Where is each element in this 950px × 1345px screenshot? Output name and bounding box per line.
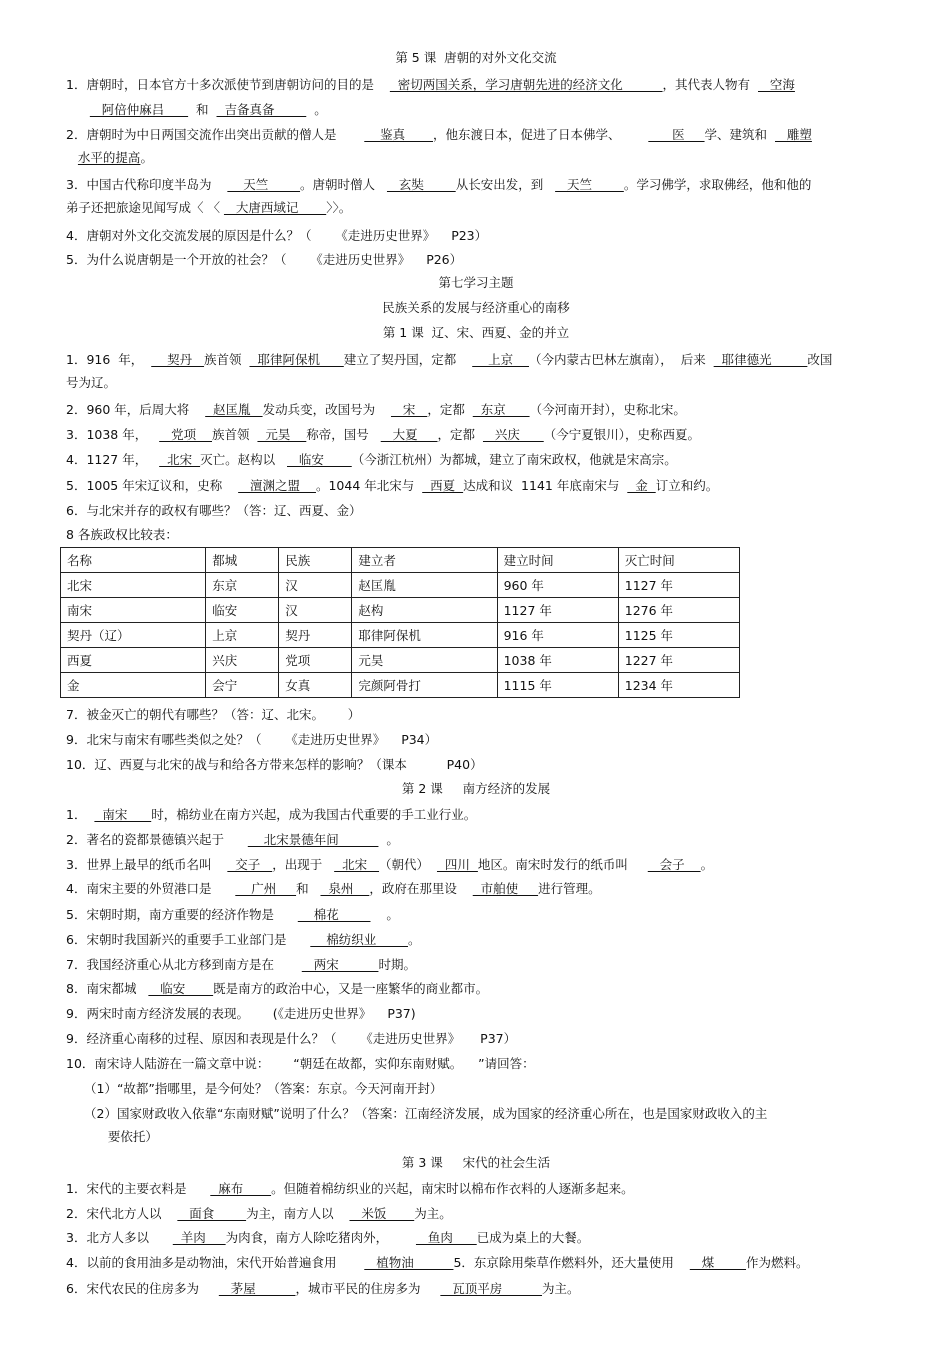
line-text: 民族关系的发展与经济重心的南移 xyxy=(382,300,570,315)
table-cell: 1127 年 xyxy=(497,598,618,623)
answer-blank: 泉州 xyxy=(320,881,370,896)
line-text: 已成为桌上的大餐。 xyxy=(476,1230,590,1245)
section-heading xyxy=(66,49,886,66)
line-text: 第 1 课 辽、宋、西夏、金的并立 xyxy=(382,325,570,340)
table-cell: 1127 年 xyxy=(618,573,739,598)
answer-blank: 天竺 xyxy=(555,177,624,192)
table-cell: 汉 xyxy=(279,598,352,623)
regime-comparison-table xyxy=(60,547,740,698)
line-text: 。 xyxy=(378,832,399,847)
table-row xyxy=(61,648,740,673)
question-line xyxy=(66,956,886,973)
answer-blank: 澶渊之盟 xyxy=(238,478,316,493)
answer-blank: 鱼肉 xyxy=(415,1230,477,1245)
line-text: 。 xyxy=(306,102,327,117)
line-text: （今宁夏银川），史称西夏。 xyxy=(543,427,700,442)
answer-blank: 水平的提高 xyxy=(77,150,141,165)
section-heading xyxy=(66,299,886,316)
line-text: 7．我国经济重心从北方移到南方是在 xyxy=(66,957,302,972)
table-cell: 西夏 xyxy=(61,648,206,673)
line-text: 订立和约。 xyxy=(655,478,719,493)
answer-blank: 棉花 xyxy=(297,907,371,922)
line-text: （2）国家财政收入依靠“东南财赋”说明了什么？（答案：江南经济发展，成为国家的经济重心所在，也是国家财政收入的主 xyxy=(84,1106,768,1121)
question-line xyxy=(66,1055,886,1072)
question-line xyxy=(66,227,886,244)
table-cell: 东京 xyxy=(206,573,279,598)
answer-blank: 广州 xyxy=(235,881,297,896)
line-text: 改国 xyxy=(807,352,833,367)
line-text: 进行管理。 xyxy=(538,881,601,896)
answer-blank: 茅屋 xyxy=(218,1281,296,1296)
table-cell: 金 xyxy=(61,673,206,698)
line-text: （今浙江杭州）为都城，建立了南宋政权，他就是宋高宗。 xyxy=(351,452,677,467)
line-text: 为肉食，南方人除吃猪肉外， xyxy=(225,1230,416,1245)
line-text: 10．南宋诗人陆游在一篇文章中说： “朝廷在故都，实仰东南财赋。 ”请回答： xyxy=(66,1056,535,1071)
table-cell: 1276 年 xyxy=(618,598,739,623)
line-text: 从长安出发，到 xyxy=(455,177,556,192)
answer-blank: 四川 xyxy=(436,857,478,872)
question-line xyxy=(66,176,886,193)
question-line xyxy=(66,1254,886,1271)
answer-blank: 大唐西域记 xyxy=(223,200,327,215)
table-cell: 耶律阿保机 xyxy=(352,623,497,648)
question-line xyxy=(66,931,886,948)
answer-blank: 交子 xyxy=(227,857,273,872)
line-text: 作为燃料。 xyxy=(746,1255,809,1270)
question-line xyxy=(66,451,886,468)
line-text: 9．经济重心南移的过程、原因和表现是什么？（ 《走进历史世界》 P37） xyxy=(66,1031,517,1046)
line-text: 第 5 课 唐朝的对外文化交流 xyxy=(395,50,557,65)
table-cell: 1038 年 xyxy=(497,648,618,673)
line-text: 6．宋代农民的住房多为 xyxy=(66,1281,219,1296)
table-cell: 1234 年 xyxy=(618,673,739,698)
line-text: 建立了契丹国，定都 xyxy=(343,352,473,367)
question-line xyxy=(66,502,886,519)
answer-blank: 米饭 xyxy=(349,1206,415,1221)
line-text: 要依托） xyxy=(84,1129,158,1144)
question-line xyxy=(66,251,886,268)
line-text: 。 xyxy=(407,932,421,947)
line-text: 3．世界上最早的纸币名叫 xyxy=(66,857,228,872)
table-cell: 上京 xyxy=(206,623,279,648)
answer-blank: 党项 xyxy=(159,427,212,442)
table-cell: 元昊 xyxy=(352,648,497,673)
section-heading xyxy=(66,1154,886,1171)
table-header-cell: 建立者 xyxy=(352,548,497,573)
answer-blank: 东京 xyxy=(472,402,530,417)
answer-blank: 植物油 xyxy=(364,1255,454,1270)
question-line xyxy=(66,1180,886,1197)
line-text xyxy=(66,102,90,117)
table-row xyxy=(61,623,740,648)
question-line xyxy=(66,76,886,93)
question-line xyxy=(66,1005,886,1022)
answer-blank: 南宋 xyxy=(94,807,152,822)
answer-blank: 宋 xyxy=(390,402,428,417)
line-text: 9．两宋时南方经济发展的表现。 (《走进历史世界》 P37) xyxy=(66,1006,416,1021)
answer-blank: 大夏 xyxy=(380,427,438,442)
question-line xyxy=(66,1280,886,1297)
line-text: 第 2 课 南方经济的发展 xyxy=(401,781,551,796)
question-line xyxy=(66,351,886,368)
line-text: ，出现于 xyxy=(272,857,335,872)
line-text: 6．与北宋并存的政权有哪些？（答：辽、西夏、金） xyxy=(66,503,362,518)
table-row xyxy=(61,598,740,623)
answer-blank: 金 xyxy=(627,478,656,493)
table-cell: 南宋 xyxy=(61,598,206,623)
question-line xyxy=(66,856,886,873)
line-text: 5．东京除用柴草作燃料外，还大量使用 xyxy=(453,1255,690,1270)
answer-blank: 阿倍仲麻吕 xyxy=(89,102,189,117)
answer-blank: 耶律阿保机 xyxy=(249,352,344,367)
line-text: ，定都 xyxy=(427,402,473,417)
table-cell: 契丹 xyxy=(279,623,352,648)
question-line xyxy=(66,101,886,118)
answer-blank: 玄奘 xyxy=(386,177,456,192)
answer-blank: 赵匡胤 xyxy=(205,402,263,417)
section-heading xyxy=(66,780,886,797)
table-header-cell: 名称 xyxy=(61,548,206,573)
line-text: 灭亡。赵构以 xyxy=(200,452,287,467)
table-cell: 会宁 xyxy=(206,673,279,698)
line-text: 和 xyxy=(296,881,321,896)
line-text: 4．唐朝对外文化交流发展的原因是什么？（ 《走进历史世界》 P23） xyxy=(66,228,488,243)
line-text: 发动兵变，改国号为 xyxy=(262,402,391,417)
table-cell: 完颜阿骨打 xyxy=(352,673,497,698)
line-text: ，定都 xyxy=(437,427,483,442)
question-line xyxy=(66,1128,886,1145)
answer-blank: 棉纺织业 xyxy=(310,932,408,947)
line-text: 。但随着棉纺织业的兴起，南宋时以棉布作衣料的人逐渐多起来。 xyxy=(271,1181,634,1196)
answer-blank: 瓦顶平房 xyxy=(440,1281,543,1296)
line-text: 时，棉纺业在南方兴起，成为我国古代重要的手工业行业。 xyxy=(151,807,477,822)
line-text: 。 xyxy=(370,907,399,922)
line-text: 。1044 年北宋与 xyxy=(315,478,423,493)
answer-blank: 会子 xyxy=(647,857,701,872)
line-text: 2．960 年，后周大将 xyxy=(66,402,206,417)
question-line xyxy=(66,1105,886,1122)
question-line xyxy=(66,1229,886,1246)
answer-blank: 元昊 xyxy=(257,427,307,442)
answer-blank: 契丹 xyxy=(151,352,205,367)
answer-blank: 北宋 xyxy=(334,857,380,872)
line-text: （今河南开封），史称北宋。 xyxy=(529,402,686,417)
table-cell: 北宋 xyxy=(61,573,206,598)
line-text: 第七学习主题 xyxy=(438,275,514,290)
answer-blank: 鉴真 xyxy=(364,127,433,142)
line-text xyxy=(66,150,78,165)
line-text: 弟子还把旅途见闻写成〈 〈 xyxy=(66,200,224,215)
line-text: 5．1005 年宋辽议和，史称 xyxy=(66,478,239,493)
table-header-row xyxy=(61,548,740,573)
line-text: 4．以前的食用油多是动物油，宋代开始普遍食用 xyxy=(66,1255,365,1270)
line-text: 4．1127 年， xyxy=(66,452,160,467)
answer-blank: 面食 xyxy=(177,1206,247,1221)
line-text: 2．唐朝时为中日两国交流作出突出贡献的僧人是 xyxy=(66,127,365,142)
answer-blank: 临安 xyxy=(287,452,352,467)
table-cell: 赵构 xyxy=(352,598,497,623)
table-cell: 1227 年 xyxy=(618,648,739,673)
answer-blank: 密切两国关系，学习唐朝先进的经济文化 xyxy=(389,77,663,92)
line-text: 既是南方的政治中心，又是一座繁华的商业都市。 xyxy=(213,981,489,996)
answer-blank: 煤 xyxy=(689,1255,747,1270)
line-text: 。学习佛学，求取佛经，他和他的 xyxy=(623,177,812,192)
table-header-cell: 灭亡时间 xyxy=(618,548,739,573)
line-text: 1．916 年， xyxy=(66,352,152,367)
line-text: 时期。 xyxy=(378,957,416,972)
line-text: 为主，南方人以 xyxy=(246,1206,350,1221)
question-line xyxy=(66,756,886,773)
line-text: 1．宋代的主要衣料是 xyxy=(66,1181,211,1196)
table-header-cell: 都城 xyxy=(206,548,279,573)
line-text: 2．宋代北方人以 xyxy=(66,1206,178,1221)
line-text: 1．唐朝时，日本官方十多次派使节到唐朝访问的目的是 xyxy=(66,77,390,92)
line-text: 号为辽。 xyxy=(66,375,117,390)
line-text: 地区。南宋时发行的纸币叫 xyxy=(477,857,648,872)
answer-blank: 羊肉 xyxy=(172,1230,226,1245)
question-line xyxy=(66,906,886,923)
line-text: 9．北宋与南宋有哪些类似之处？（ 《走进历史世界》 P34） xyxy=(66,732,438,747)
line-text: ，政府在那里设 xyxy=(369,881,473,896)
answer-blank: 两宋 xyxy=(301,957,379,972)
table-cell: 党项 xyxy=(279,648,352,673)
line-text: 第 3 课 宋代的社会生活 xyxy=(401,1155,551,1170)
question-line xyxy=(66,831,886,848)
table-cell: 女真 xyxy=(279,673,352,698)
line-text: 学、建筑和 xyxy=(704,127,775,142)
question-line xyxy=(66,477,886,494)
answer-blank: 麻布 xyxy=(210,1181,272,1196)
section-heading xyxy=(66,324,886,341)
line-text: 〉〉。 xyxy=(326,200,352,215)
answer-blank: 耶律德光 xyxy=(713,352,808,367)
table-row xyxy=(61,573,740,598)
answer-blank: 上京 xyxy=(472,352,529,367)
line-text: ，其代表人物有 xyxy=(662,77,758,92)
line-text: 5．为什么说唐朝是一个开放的社会？（ 《走进历史世界》 P26） xyxy=(66,252,463,267)
answer-blank: 西夏 xyxy=(422,478,464,493)
answer-blank: 北宋景德年间 xyxy=(247,832,379,847)
question-line xyxy=(66,374,886,391)
line-text: 族首领 xyxy=(212,427,258,442)
line-text: 1． xyxy=(66,807,95,822)
line-text: （朝代） xyxy=(379,857,437,872)
line-text: （今内蒙古巴林左旗南）， 后来 xyxy=(529,352,714,367)
line-text: 达成和议 1141 年底南宋与 xyxy=(463,478,628,493)
line-text: 称帝，国号 xyxy=(306,427,381,442)
table-cell: 赵匡胤 xyxy=(352,573,497,598)
line-text: 10．辽、西夏与北宋的战与和给各方带来怎样的影响？（课本 P40） xyxy=(66,757,483,772)
line-text: 。 xyxy=(140,150,153,165)
table-header-cell: 民族 xyxy=(279,548,352,573)
table-cell: 契丹（辽） xyxy=(61,623,206,648)
line-text: 和 xyxy=(188,102,217,117)
question-line xyxy=(66,980,886,997)
table-cell: 兴庆 xyxy=(206,648,279,673)
question-line xyxy=(66,126,886,143)
question-line xyxy=(66,1205,886,1222)
line-text: 3．北方人多以 xyxy=(66,1230,173,1245)
answer-blank: 临安 xyxy=(148,981,214,996)
answer-blank: 天竺 xyxy=(227,177,301,192)
table-cell: 916 年 xyxy=(497,623,618,648)
line-text: 为主。 xyxy=(414,1206,452,1221)
line-text: 3．1038 年， xyxy=(66,427,160,442)
question-line xyxy=(66,706,886,723)
line-text: 3．中国古代称印度半岛为 xyxy=(66,177,228,192)
question-line xyxy=(66,880,886,897)
table-cell: 临安 xyxy=(206,598,279,623)
table-cell: 1125 年 xyxy=(618,623,739,648)
question-line xyxy=(66,426,886,443)
answer-blank: 雕塑 xyxy=(775,127,812,142)
question-line xyxy=(66,401,886,418)
table-cell: 1115 年 xyxy=(497,673,618,698)
question-line xyxy=(66,199,886,216)
line-text: 4．南宋主要的外贸港口是 xyxy=(66,881,236,896)
line-text: 为主。 xyxy=(542,1281,580,1296)
answer-blank: 兴庆 xyxy=(482,427,544,442)
answer-blank: 空海 xyxy=(758,77,795,92)
line-text: 2．著名的瓷都景德镇兴起于 xyxy=(66,832,248,847)
line-text: 。唐朝时僧人 xyxy=(300,177,387,192)
table-cell: 960 年 xyxy=(497,573,618,598)
line-text: 8 各族政权比较表： xyxy=(66,527,178,542)
question-line xyxy=(66,149,886,166)
line-text: 5．宋朝时期，南方重要的经济作物是 xyxy=(66,907,298,922)
question-line xyxy=(66,1080,886,1097)
line-text: ，城市平民的住房多为 xyxy=(295,1281,441,1296)
question-line xyxy=(66,1030,886,1047)
line-text: 6．宋朝时我国新兴的重要手工业部门是 xyxy=(66,932,311,947)
question-line xyxy=(66,731,886,748)
line-text: 8．南宋都城 xyxy=(66,981,149,996)
answer-blank: 北宋 xyxy=(159,452,201,467)
answer-blank: 医 xyxy=(648,127,705,142)
table-cell: 汉 xyxy=(279,573,352,598)
line-text: （1）“故都”指哪里，是今何处？（答案：东京。今天河南开封） xyxy=(84,1081,443,1096)
table-header-cell: 建立时间 xyxy=(497,548,618,573)
answer-blank: 市舶使 xyxy=(472,881,539,896)
line-text: 7．被金灭亡的朝代有哪些？（答：辽、北宋。 ） xyxy=(66,707,361,722)
line-text: ，他东渡日本，促进了日本佛学、 xyxy=(433,127,649,142)
line-text: 族首领 xyxy=(204,352,250,367)
table-row xyxy=(61,673,740,698)
answer-blank: 吉备真备 xyxy=(216,102,307,117)
question-line xyxy=(66,806,886,823)
section-heading xyxy=(66,274,886,291)
question-line xyxy=(66,526,886,543)
line-text: 。 xyxy=(700,857,714,872)
